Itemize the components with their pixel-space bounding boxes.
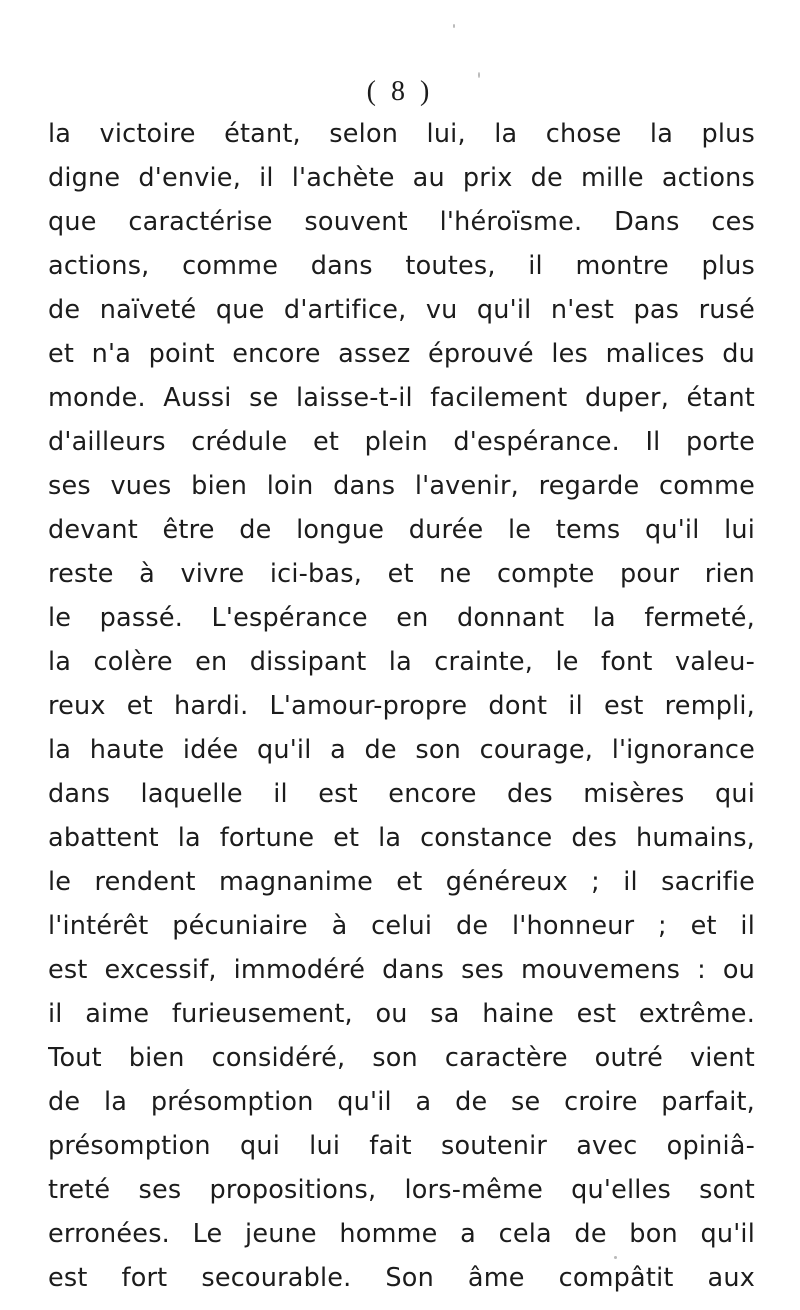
text-line: de naïveté que d'artifice, vu qu'il n'est pas rusé xyxy=(48,295,755,325)
text-line: l'intérêt pécuniaire à celui de l'honneur ; et il xyxy=(48,911,755,941)
text-line: la haute idée qu'il a de son courage, l'ignorance xyxy=(48,735,755,765)
text-line: ses vues bien loin dans l'avenir, regarde comme xyxy=(48,471,755,501)
text-line: il aime furieusement, ou sa haine est extrême. xyxy=(48,999,755,1029)
text-line: est excessif, immodéré dans ses mouvemens : ou xyxy=(48,955,755,985)
text-line: reux et hardi. L'amour-propre dont il est rempli, xyxy=(48,691,755,721)
text-line: le passé. L'espérance en donnant la fermeté, xyxy=(48,603,755,633)
text-line: monde. Aussi se laisse-t-il facilement duper, étant xyxy=(48,383,755,413)
text-line: abattent la fortune et la constance des humains, xyxy=(48,823,755,853)
text-line: présomption qui lui fait soutenir avec opiniâ- xyxy=(48,1131,755,1161)
text-line: d'ailleurs crédule et plein d'espérance. Il porte xyxy=(48,427,755,457)
text-line: devant être de longue durée le tems qu'il lui xyxy=(48,515,755,545)
text-line: est fort secourable. Son âme compâtit aux xyxy=(48,1263,755,1293)
text-line: reste à vivre ici-bas, et ne compte pour rien xyxy=(48,559,755,589)
text-line: digne d'envie, il l'achète au prix de mille actions xyxy=(48,163,755,193)
paper-speck xyxy=(478,72,480,78)
text-line: de la présomption qu'il a de se croire parfait, xyxy=(48,1087,755,1117)
paper-speck xyxy=(614,1256,617,1259)
paper-speck xyxy=(453,24,455,28)
text-line: la colère en dissipant la crainte, le font valeu- xyxy=(48,647,755,677)
text-line: treté ses propositions, lors-même qu'elles sont xyxy=(48,1175,755,1205)
body-text xyxy=(48,112,755,1300)
text-line: la victoire étant, selon lui, la chose la plus xyxy=(48,119,755,149)
text-line: que caractérise souvent l'héroïsme. Dans ces xyxy=(48,207,755,237)
page-number: ( 8 ) xyxy=(366,76,434,107)
text-line: dans laquelle il est encore des misères qui xyxy=(48,779,755,809)
text-line: actions, comme dans toutes, il montre plus xyxy=(48,251,755,281)
text-line: le rendent magnanime et généreux ; il sacrifie xyxy=(48,867,755,897)
text-line: Tout bien considéré, son caractère outré vient xyxy=(48,1043,755,1073)
text-line: et n'a point encore assez éprouvé les malices du xyxy=(48,339,755,369)
text-line: erronées. Le jeune homme a cela de bon qu'il xyxy=(48,1219,755,1249)
